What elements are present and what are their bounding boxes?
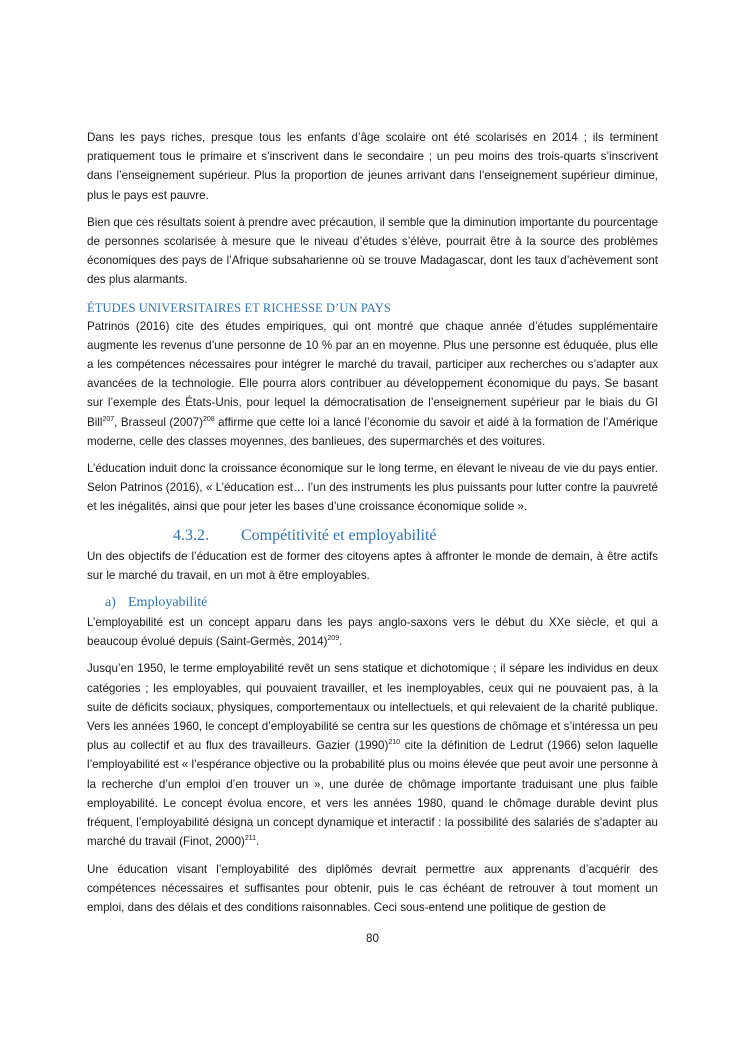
footnote-ref-209[interactable]: 209 xyxy=(327,635,340,643)
paragraph-patrinos xyxy=(87,317,658,451)
page-body xyxy=(87,128,658,925)
heading-university-studies: ÉTUDES UNIVERSITAIRES ET RICHESSE D’UN PAYS xyxy=(87,300,391,315)
text-run: Jusqu’en 1950, le terme employabilité revêt un sens statique et dichotomique ; il sépare les individus en deux catégories ; les employables, qui pouvaient travailler, et les inemployables, ceux qui ne pouvaient pas, à la suite de déficits sociaux, physiques, comportementaux ou intellectuels, et qui relevaient de la charité publique. Vers les années 1960, le concept d’employabilité se centra sur les questions de chômage et s’intéressa un peu plus au collectif et au flux des travailleurs. Gazier (1990) xyxy=(87,662,658,753)
footnote-ref-211[interactable]: 211 xyxy=(244,835,257,843)
paragraph-employability-concept xyxy=(87,613,658,651)
text-run: affirme que cette loi a lancé l’économie du savoir et aidé à la formation de l’Amérique moderne, celle des classes moyennes, des banlieues, des supermarchés et des voitures. xyxy=(87,415,658,448)
subheading-label: a) xyxy=(105,595,116,611)
text-run: , Brasseul (2007) xyxy=(114,415,203,429)
paragraph-employability-history xyxy=(87,659,658,851)
page-number: 80 xyxy=(366,932,379,945)
text-run: . xyxy=(339,635,343,649)
paragraph-rich-countries: Dans les pays riches, presque tous les enfants d’âge scolaire ont été scolarisés en 2014 ; ils terminent pratiquement tous le primaire et s’inscrivent dans le secondaire ; un peu moins des trois-quarts s’inscrivent dans l’enseignement supérieur. Plus la proportion de jeunes arrivant dans l’enseignement supérieur diminue, plus le pays est pauvre. xyxy=(87,131,658,202)
section-title: Compétitivité et employabilité xyxy=(241,526,437,544)
text-run: Patrinos (2016) cite des études empiriques, qui ont montré que chaque année d’études supplémentaire augmente les revenus d’une personne de 10 % par an en moyenne. Plus une personne est éduquée, plus elle a les compétences nécessaires pour intégrer le marché du travail, participer aux recherches ou s’adapter aux avancées de la technologie. Elle pourra alors contribuer au développement économique du pays. Se basant sur l’exemple des États-Unis, pour lequel la démocratisation de l’enseignement supérieur par le biais du GI Bill xyxy=(87,319,658,429)
paragraph-education-objectives: Un des objectifs de l’éducation est de former des citoyens aptes à affronter le monde de demain, à être actifs sur le marché du travail, en un mot à être employables. xyxy=(87,549,658,582)
footnote-ref-208[interactable]: 208 xyxy=(202,415,215,423)
paragraph-education-growth: L’éducation induit donc la croissance économique sur le long terme, en élevant le niveau de vie du pays entier. Selon Patrinos (2016), « L’éducation est… l’un des instruments les plus puissants pour lutter contre la pauvreté et les inégalités, ainsi que pour jeter les bases d’une croissance économique solide ». xyxy=(87,462,658,514)
text-run: L’employabilité est un concept apparu dans les pays anglo-saxons vers le début du XXe siècle, et qui a beaucoup évolué depuis (Saint-Germès, 2014) xyxy=(87,616,658,649)
footnote-ref-210[interactable]: 210 xyxy=(388,739,400,747)
section-heading-competitiveness xyxy=(87,525,658,547)
paragraph-education-aim: Une éducation visant l’employabilité des diplômés devrait permettre aux apprenants d’acquérir des compétences nécessaires et suffisantes pour obtenir, puis le cas échéant de retrouver à tout moment un emploi, dans des délais et des conditions raisonnables. Ceci sous-entend une politique de gestion de xyxy=(87,862,658,914)
text-run: cite la définition de Ledrut (1966) selon laquelle l’employabilité est « l’espérance objective ou la probabilité plus ou moins élevée que peut avoir une personne à la recherche d’un emploi d’en trouver un », une durée de chômage importante traduisant une plus faible employabilité. Le concept évolua encore, et vers les années 1980, quand le chômage durable devint plus fréquent, l’employabilité désigna un concept dynamique et interactif : la possibilité des salariés de s’adapter au marché du travail (Finot, 2000) xyxy=(87,739,658,849)
section-number: 4.3.2. xyxy=(173,526,209,544)
subheading-employability xyxy=(87,593,658,613)
subheading-title: Employabilité xyxy=(128,595,208,611)
paragraph-results-caution: Bien que ces résultats soient à prendre avec précaution, il semble que la diminution importante du pourcentage de personnes scolarisée à mesure que le niveau d’études s’élève, pourrait être à la source des problèmes économiques des pays de l’Afrique subsaharienne où se trouve Madagascar, dont les taux d’achèvement sont des plus alarmants. xyxy=(87,215,659,287)
text-run: . xyxy=(256,835,260,849)
footnote-ref-207[interactable]: 207 xyxy=(102,415,115,423)
